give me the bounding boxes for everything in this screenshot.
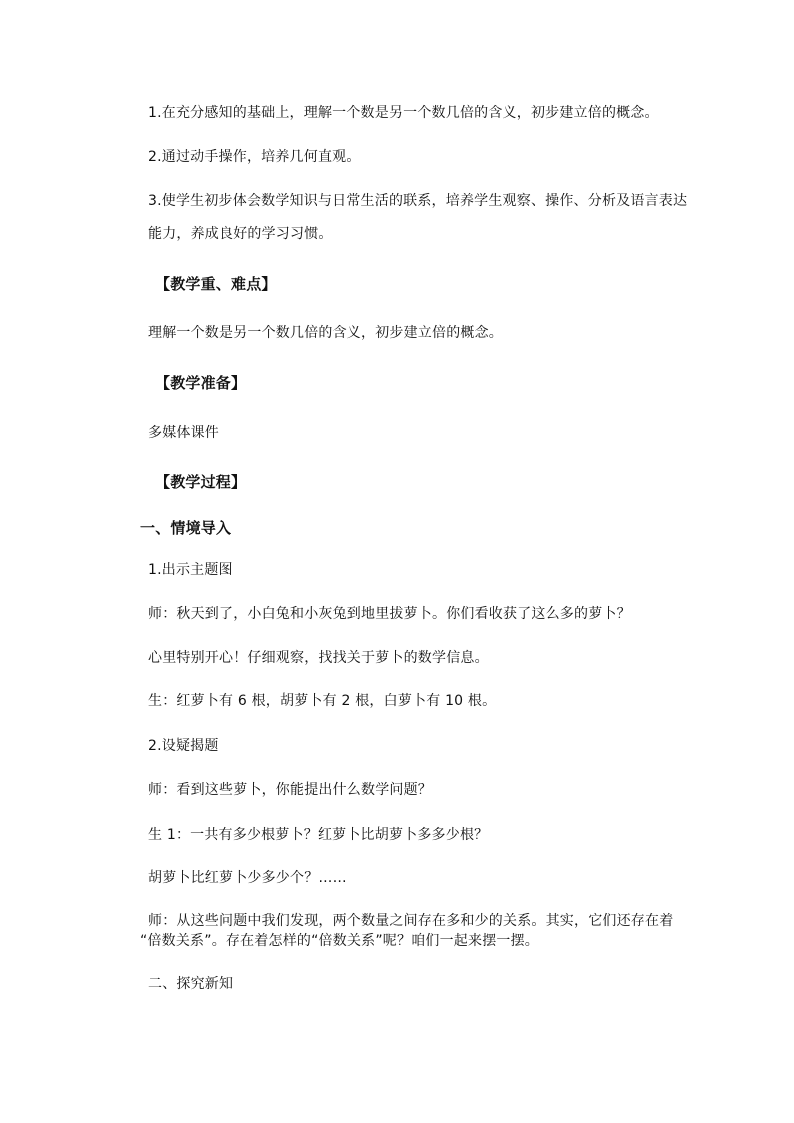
student-line-2a: 生 1：一共有多少根萝卜？红萝卜比胡萝卜多多少根？ [148,827,489,843]
preparation-heading: 【教学准备】 [155,374,247,392]
teacher-line-3a: 师：从这些问题中我们发现，两个数量之间存在多和少的关系。其实，它们还存在着 [148,913,674,929]
step-2-title: 2.设疑揭题 [148,738,219,754]
objective-3: 3.使学生初步体会数学知识与日常生活的联系，培养学生观察、操作、分析及语言表达 [148,193,688,209]
key-points-text: 理解一个数是另一个数几倍的含义，初步建立倍的概念。 [148,325,503,341]
objective-2: 2.通过动手操作，培养几何直观。 [148,149,361,165]
preparation-text: 多媒体课件 [148,425,219,441]
objective-1: 1.在充分感知的基础上，理解一个数是另一个数几倍的含义，初步建立倍的概念。 [148,105,659,121]
teacher-line-3b: “倍数关系”。存在着怎样的“倍数关系”呢？咱们一起来摆一摆。 [140,933,540,949]
student-line-2b: 胡萝卜比红萝卜少多少个？…… [148,870,347,886]
teacher-line-1-continued: 心里特别开心！仔细观察，找找关于萝卜的数学信息。 [148,650,489,666]
step-1-title: 1.出示主题图 [148,562,233,578]
process-heading: 【教学过程】 [155,473,247,491]
student-line-1: 生：红萝卜有 6 根，胡萝卜有 2 根，白萝卜有 10 根。 [148,693,497,709]
teacher-line-1: 师：秋天到了，小白兔和小灰兔到地里拔萝卜。你们看收获了这么多的萝卜？ [148,606,631,622]
key-points-heading: 【教学重、难点】 [155,275,277,293]
section-1-title: 一、情境导入 [140,519,232,537]
objective-3-continued: 能力，养成良好的学习习惯。 [148,226,333,242]
section-2-title: 二、探究新知 [148,976,234,992]
teacher-line-2: 师：看到这些萝卜，你能提出什么数学问题？ [148,782,432,798]
